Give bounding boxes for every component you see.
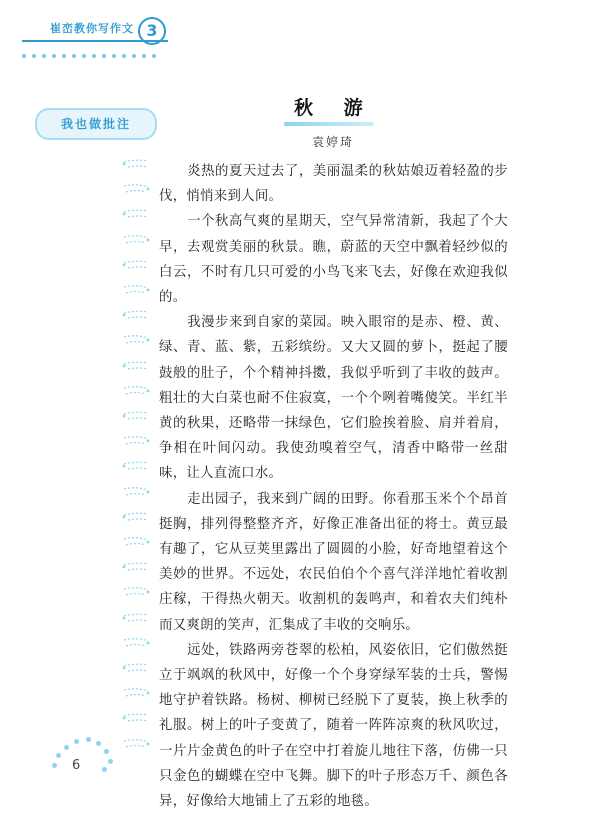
annotation-marker-icon [120, 308, 152, 322]
annotation-marker-icon [120, 359, 152, 373]
header-dots-decoration [22, 43, 168, 49]
annotation-marker-icon [120, 409, 152, 423]
article-body [159, 159, 508, 814]
header-divider [22, 40, 168, 42]
annotation-marker-icon [120, 737, 152, 751]
annotation-marker-icon [120, 611, 152, 625]
annotation-marker-icon [120, 207, 152, 221]
decorative-dot [74, 739, 79, 744]
paragraph-2: 一个秋高气爽的星期天，空气异常清新，我起了个大早，去观赏美丽的秋景。瞧，蔚蓝的天空中飘着轻纱似的白云，不时有几只可爱的小鸟飞来飞去，好像在欢迎我似的。 [159, 214, 508, 306]
decorative-dot [108, 759, 113, 764]
annotation-marker-icon [120, 157, 152, 171]
annotation-marker-icon [120, 182, 152, 196]
annotation-marker-icon [120, 283, 152, 297]
annotation-marker-icon [120, 333, 152, 347]
series-title: 崔峦教你写作文 [50, 22, 134, 35]
decorative-dot [86, 737, 91, 742]
volume-number: 3 [138, 17, 166, 45]
annotation-marker-icon [120, 510, 152, 524]
article-author: 袁婷琦 [312, 135, 355, 149]
decorative-dot [96, 741, 101, 746]
decorative-dot [52, 763, 57, 768]
annotation-marker-icon [120, 233, 152, 247]
paragraph-4: 走出园子，我来到广阔的田野。你看那玉米个个昂首挺胸，排列得整整齐齐，好像正准备出征的将士。黄豆最有趣了，它从豆荚里露出了圆圆的小脸，好奇地望着这个美妙的世界。不远处，农民伯伯个个喜气洋洋地忙着收割庄稼，干得热火朝天。收割机的轰鸣声，和着农夫们纯朴而又爽朗的笑声，汇集成了丰收的交响乐。 [159, 491, 508, 633]
annotation-marker-icon [120, 434, 152, 448]
annotation-badge: 我也做批注 [35, 108, 157, 140]
annotation-marker-icon [120, 686, 152, 700]
page-header [0, 0, 590, 56]
paragraph-1: 炎热的夏天过去了，美丽温柔的秋姑娘迈着轻盈的步伐，悄悄来到人间。 [159, 164, 508, 205]
annotation-marker-icon [120, 661, 152, 675]
title-underline [284, 122, 374, 126]
decorative-dot [56, 753, 61, 758]
annotation-marker-icon [120, 258, 152, 272]
annotation-marker-icon [120, 585, 152, 599]
annotation-marker-icon [120, 636, 152, 650]
article-title: 秋 游 [294, 97, 375, 119]
annotation-marker-icon [120, 535, 152, 549]
annotation-marker-icon [120, 711, 152, 725]
decorative-dot [64, 745, 69, 750]
paragraph-5: 远处，铁路两旁苍翠的松柏，风姿依旧，它们傲然挺立于飒飒的秋风中，好像一个个身穿绿军装的士兵，警惕地守护着铁路。杨树、柳树已经脱下了夏装，换上秋季的礼服。树上的叶子变黄了，随着一阵阵凉爽的秋风吹过，一片片金黄色的叶子在空中打着旋儿地往下落，仿佛一只只金色的蝴蝶在空中飞舞。脚下的叶子形态万千、颜色各异，好像给大地铺上了五彩的地毯。 [159, 642, 508, 810]
annotation-marker-icon [120, 459, 152, 473]
annotation-marker-icon [120, 384, 152, 398]
decorative-dot [104, 749, 109, 754]
annotation-marker-icon [120, 560, 152, 574]
page-number: 6 [72, 758, 81, 773]
annotation-marker-icon [120, 485, 152, 499]
decorative-dot [102, 767, 107, 772]
paragraph-3: 我漫步来到自家的菜园。映入眼帘的是赤、橙、黄、绿、青、蓝、紫，五彩缤纷。又大又圆的萝卜，挺起了腰鼓般的肚子，个个精神抖擞，我似乎听到了丰收的鼓声。粗壮的大白菜也耐不住寂寞，一个个咧着嘴傻笑。半红半黄的秋果，还略带一抹绿色，它们脸挨着脸、肩并着肩，争相在叶间闪动。我使劲嗅着空气，清香中略带一丝甜味，让人直流口水。 [159, 315, 508, 482]
